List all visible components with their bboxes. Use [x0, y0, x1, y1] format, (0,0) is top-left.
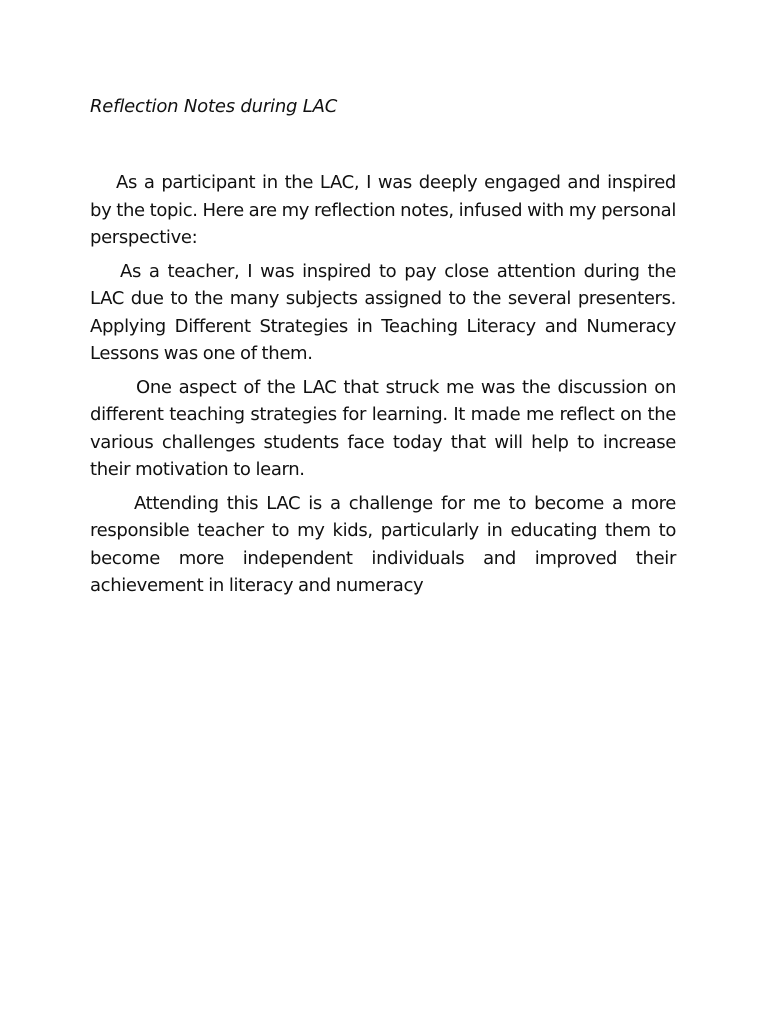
paragraph-3: One aspect of the LAC that struck me was the discussion on different teaching strategies for learning. It made me reflect on the various challenges students face today that will help to increase their motivation to learn. [90, 376, 676, 480]
document-title: Reflection Notes during LAC [90, 96, 338, 117]
document-body [90, 169, 676, 606]
paragraph-2: As a teacher, I was inspired to pay close attention during the LAC due to the many subjects assigned to the several presenters. Applying Different Strategies in Teaching Literacy and Numeracy Lessons was one of them. [90, 260, 676, 364]
paragraph-4: Attending this LAC is a challenge for me to become a more responsible teacher to my kids, particularly in educating them to become more independent individuals and improved their achievement in literacy and numeracy [90, 492, 676, 596]
paragraph-1: As a participant in the LAC, I was deeply engaged and inspired by the topic. Here are my reflection notes, infused with my personal perspective: [90, 172, 677, 248]
